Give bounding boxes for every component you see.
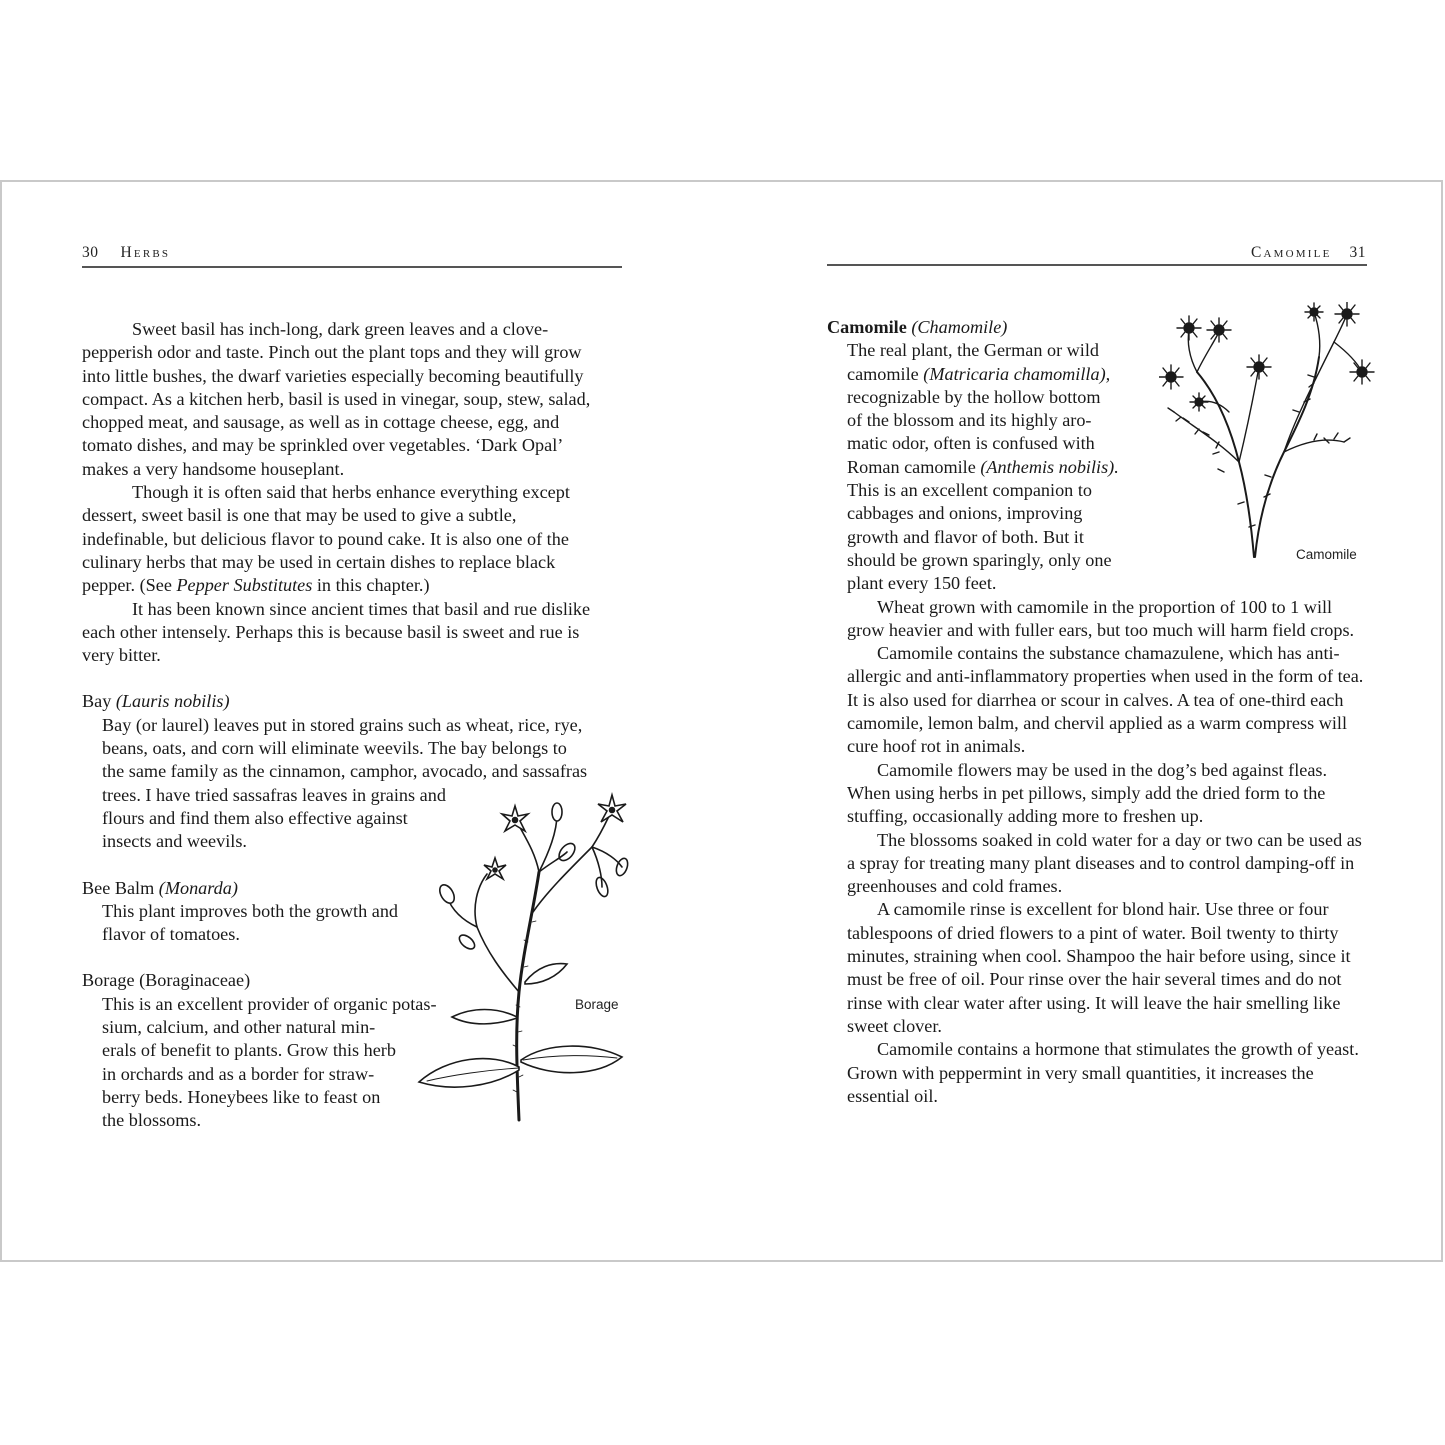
right-page [724, 182, 1445, 1260]
running-head-title: Camomile [1251, 244, 1332, 261]
header-rule [827, 264, 1367, 266]
paragraph: Camomile contains the substance chamazulene, which has anti-allergic and anti-inflammatory properties when used in the form of tea. It is also used for diarrhea or scour in calves. A tea of one-third each camomile, lemon balm, and chervil applied as a warm compress will cure hoof rot in animals. [847, 643, 1364, 757]
camomile-illustration [1159, 302, 1384, 562]
camomile-caption: Camomile [1296, 547, 1357, 562]
entry-heading-borage: Borage (Boraginaceae) [82, 970, 251, 991]
running-head-title: Herbs [120, 244, 171, 261]
paragraph: Camomile contains a hormone that stimulates the growth of yeast. Grown with peppermint in very small quantities, it increases the essential oil. [847, 1039, 1359, 1106]
running-head-right [1251, 244, 1366, 262]
entry-heading-camomile: Camomile (Chamomile) [827, 317, 1008, 337]
borage-caption: Borage [575, 997, 619, 1012]
book-spread [0, 180, 1443, 1262]
paragraph: A camomile rinse is excellent for blond hair. Use three or four tablespoons of dried flowers to a pint of water. Boil twenty to thirty minutes, straining when cool. Shampoo the hair before using, since it must be free of oil. Pour rinse over the hair several times and do not rinse with clear water after using. It will leave the hair smelling like sweet clover. [847, 899, 1351, 1036]
entry-body-bee-balm: This plant improves both the growth and flavor of tomatoes. [102, 900, 399, 945]
entry-heading-bay: Bay (Lauris nobilis) [82, 691, 230, 712]
paragraph-basil-2: Though it is often said that herbs enhance everything except dessert, sweet basil is one that may be used to give a subtle, indefinable, but delicious flavor to pound cake. It is also one of the culinary herbs that may be used in certain dishes to replace black pepper. (See Pepper Substitutes in this chapter.) [82, 482, 570, 596]
entry-heading-bee-balm: Bee Balm (Monarda) [82, 877, 238, 898]
entry-body-bay: Bay (or laurel) leaves put in stored grains such as wheat, rice, rye, beans, oats, and corn will eliminate weevils. The bay belongs to the same family as the cinnamon, camphor, avocado, and sassafras trees. I have tried sassafras leaves in grains and flours and find them also effective against insects and weevils. [102, 714, 588, 852]
camomile-intro: The real plant, the German or wild camomile (Matricaria chamomilla), recognizable by the hollow bottom of the blossom and its highly aro- matic odor, often is confused with Roman camomile (Anthemis nobilis). This is an excellent companion to cabbages and onions, improving growth and flavor of both. But it should be grown sparingly, only one plant every 150 feet. [847, 340, 1119, 594]
page-number: 31 [1349, 244, 1366, 261]
borage-illustration [407, 792, 647, 1122]
paragraph: The blossoms soaked in cold water for a day or two can be used as a spray for treating many plant diseases and to control damping-off in greenhouses and cold frames. [847, 829, 1362, 897]
page-number: 30 [82, 244, 99, 261]
header-rule [82, 266, 622, 268]
paragraph-basil-3: It has been known since ancient times that basil and rue dislike each other intensely. Perhaps this is because basil is sweet and rue is very bitter. [82, 598, 591, 666]
running-head-left [82, 244, 170, 262]
paragraph: Wheat grown with camomile in the proportion of 100 to 1 will grow heavier and with fuller ears, but too much will harm field crops. [847, 596, 1355, 640]
paragraph-basil-1: Sweet basil has inch-long, dark green leaves and a clove-pepperish odor and taste. Pinch out the plant tops and they will grow into little bushes, the dwarf varieties especially becoming beautifully compact. As a kitchen herb, basil is used in vinegar, soup, stew, salad, chopped meat, and sausage, as well as in cottage cheese, egg, and tomato dishes, and may be sprinkled over vegetables. ‘Dark Opal’ makes a very handsome houseplant. [82, 319, 591, 479]
camomile-paragraphs [827, 596, 1372, 1109]
paragraph: Camomile flowers may be used in the dog’s bed against fleas. When using herbs in pet pillows, simply add the dried form to the stuffing, occasionally adding more to freshen up. [847, 759, 1328, 827]
left-page [2, 182, 724, 1260]
entry-body-borage: This is an excellent provider of organic potas- sium, calcium, and other natural min- erals of benefit to plants. Grow this herb in orchards and as a border for straw- berry beds. Honeybees like to feast on the blossoms. [102, 993, 437, 1131]
